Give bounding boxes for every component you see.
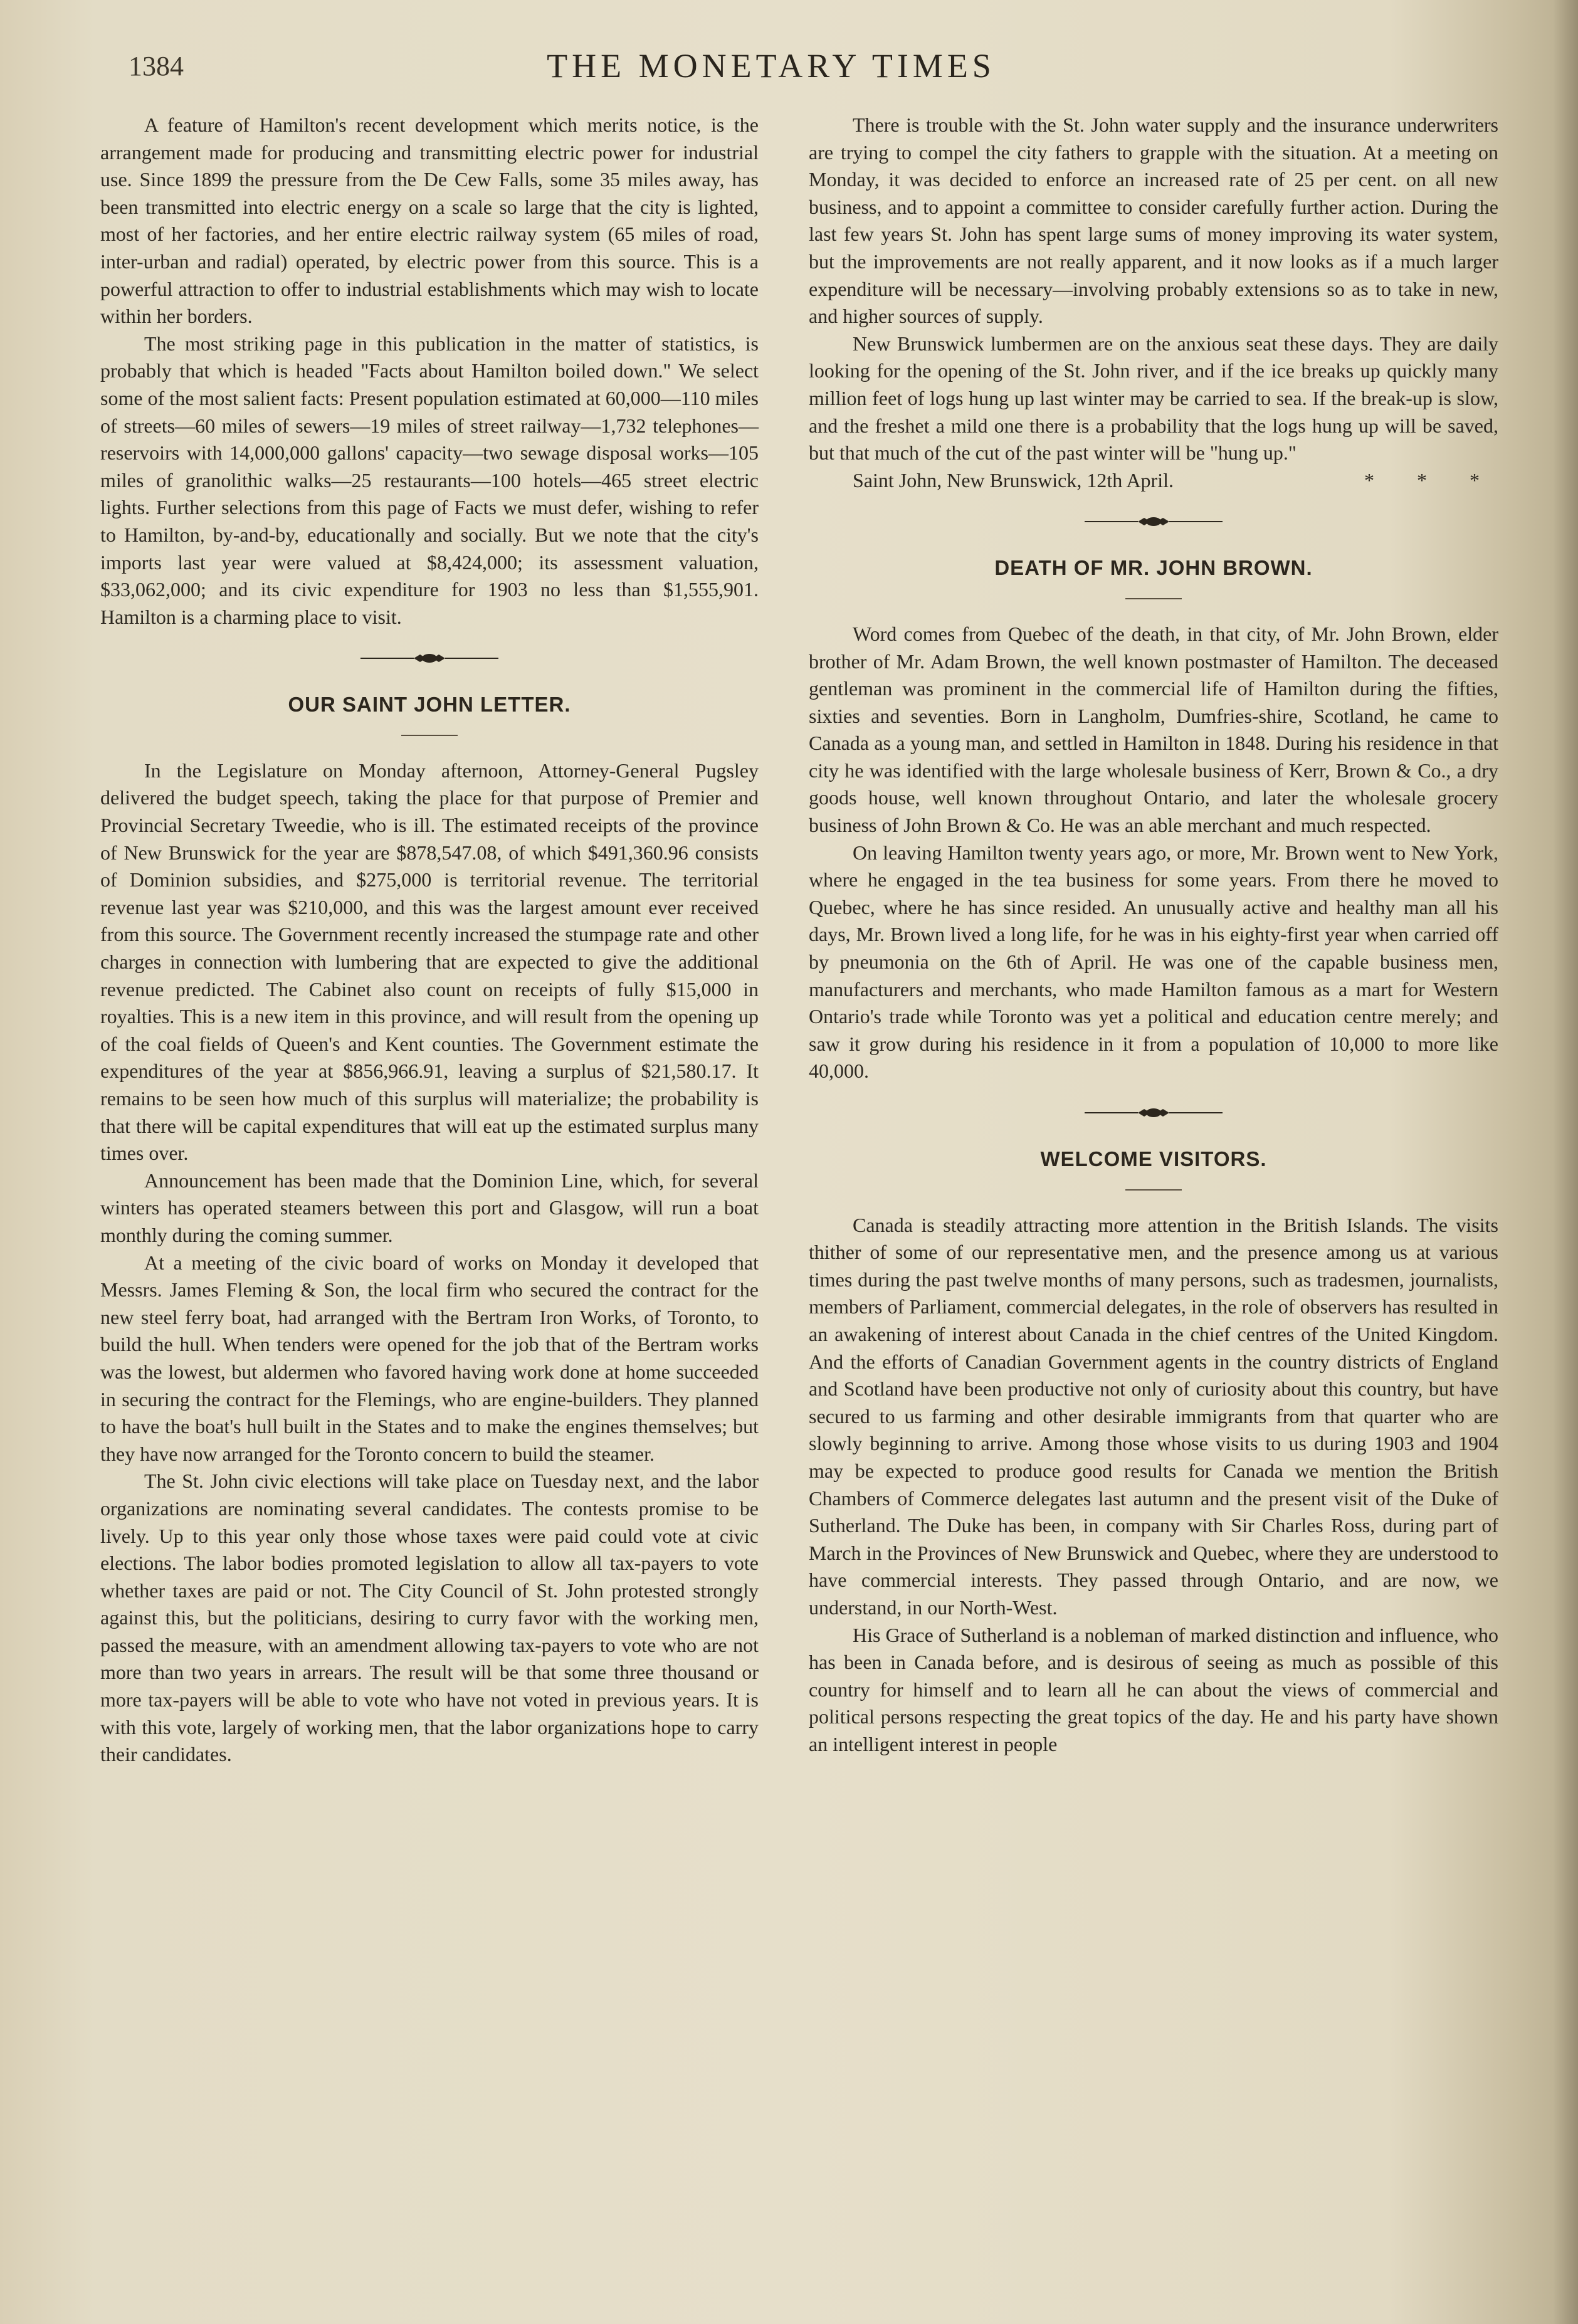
article-paragraph: His Grace of Sutherland is a nobleman of marked distinction and influence, who has been in Canada before, and is desirous of seeing as much as possible of this country for himself and to learn all he can about the views of commercial and political persons respecting the great topics of the day. He and his party have shown an intelligent interest in people bbox=[809, 1623, 1498, 1755]
page-number: 1384 bbox=[129, 51, 184, 81]
heading-rule bbox=[1125, 598, 1182, 599]
article-paragraph: In the Legislature on Monday afternoon, Attorney-General Pugsley delivered the budget speech, taking the place for that purpose of Premier and Provincial Secretary Tweedie, who is ill. The estimated receipts of the province of New Brunswick for the year are $878,547.08, of which $491,360.96 consists of Dominion subsidies, and $275,000 is territorial revenue. The territorial revenue last year was $210,000, and this was the largest amount ever received from this source. The Government recently increased the stumpage rate and other charges in connection with lumbering that are expected to give the additional revenue predicted. The Cabinet also count on receipts of fully $15,000 in royalties. This is a new item in this province, and will result from the opening up of the coal fields of Queen's and Kent counties. The Government estimate the expenditures of the year at $856,966.91, leaving a surplus of $21,580.17. It remains to be seen how much of this surplus will materialize; the probability is that there will be capital expenditures that will eat up the estimated surplus many times over. bbox=[100, 759, 759, 1165]
signature-stars: * * * bbox=[1364, 468, 1498, 492]
article-paragraph: Word comes from Quebec of the death, in that city, of Mr. John Brown, elder brother of Mr. Adam Brown, the well known postmaster of Hamilton. The deceased gentleman was prominent in the commercial life of Hamilton during the fifties, sixties and seventies. Born in Langholm, Dumfries-shire, Scotland, he came to Canada as a young man, and settled in Hamilton in 1848. During his residence in that city he was identified with the large wholesale business of Kerr, Brown & Co., a dry goods house, well known throughout Ontario, and later the wholesale grocery business of John Brown & Co. He was an able merchant and much respected. bbox=[809, 622, 1498, 837]
right-column bbox=[809, 112, 1498, 1758]
heading-rule bbox=[1125, 1189, 1182, 1191]
article-paragraph: Announcement has been made that the Dominion Line, which, for several winters has operated steamers between this port and Glasgow, will run a boat monthly during the coming summer. bbox=[100, 1169, 759, 1246]
signature-text: Saint John, New Brunswick, 12th April. bbox=[853, 468, 1174, 492]
ornament-divider-icon bbox=[1085, 1105, 1223, 1120]
ornament-divider-icon bbox=[360, 651, 498, 666]
left-column bbox=[100, 112, 759, 1769]
article-paragraph: There is trouble with the St. John water supply and the insurance underwriters are trying to compel the city fathers to grapple with the situation. At a meeting on Monday, it was decided to enforce an increased rate of 25 per cent. on all new business, and to appoint a committee to consider carefully further action. During the last few years St. John has spent large sums of money improving its water system, but the improvements are not really apparent, and it now looks as if a much larger expenditure will be necessary—involving probably extensions so as to take in new, and higher sources of supply. bbox=[809, 113, 1498, 328]
article-paragraph: On leaving Hamilton twenty years ago, or more, Mr. Brown went to New York, where he engaged in the tea business for some years. From there he moved to Quebec, where he has since resided. An unusually active and healthy man all his days, Mr. Brown lived a long life, for he was in his eighty-first year when carried off by pneumonia on the 6th of April. He was one of the capable business men, manufacturers and merchants, who made Hamilton famous as a mart for Western Ontario's trade while Toronto was yet a political and education centre merely; and saw it grow during his residence in it from a population of 10,000 to more like 40,000. bbox=[809, 841, 1498, 1083]
section-ornament bbox=[1085, 514, 1223, 529]
section-ornament bbox=[1085, 1105, 1223, 1120]
section-heading-saint-john: OUR SAINT JOHN LETTER. bbox=[288, 693, 571, 717]
section-heading-welcome: WELCOME VISITORS. bbox=[1040, 1147, 1267, 1170]
article-paragraph: At a meeting of the civic board of works on Monday it developed that Messrs. James Fleming & Son, the local firm who secured the contract for the new steel ferry boat, had arranged with the Bertram Iron Works, of Toronto, to build the hull. When tenders were opened for the job that of the Bertram works was the lowest, but aldermen who favored having work done at home succeeded in securing the contract for the Flemings, who are engine-builders. They planned to have the boat's hull built in the States and to make the engines themselves; but they have now arranged for the Toronto concern to build the steamer. bbox=[100, 1251, 759, 1465]
article-paragraph: Canada is steadily attracting more attention in the British Islands. The visits thither of some of our representative men, and the presence among us at various times during the past twelve months of many persons, such as tradesmen, journalists, members of Parliament, commercial delegates, in the role of observers has resulted in an awakening of interest about Canada in the chief centres of the United Kingdom. And the efforts of Canadian Government agents in the country districts of England and Scotland have been productive not only of curiosity about this country, but have secured to us farming and other desirable immigrants from that quarter who are slowly beginning to arrive. Among those whose visits to us during 1903 and 1904 may be expected to produce good results for Canada we mention the British Chambers of Commerce delegates last autumn and the present visit of the Duke of Sutherland. The Duke has been, in company with Sir Charles Ross, during part of March in the Provinces of New Brunswick and Quebec, where they are understood to have commercial interests. They passed through Ontario, and are now, we understand, in our North-West. bbox=[809, 1213, 1498, 1619]
article-paragraph: The most striking page in this publication in the matter of statistics, is probably that which is headed "Facts about Hamilton boiled down." We select some of the most salient facts: Present population estimated at 60,000—110 miles of streets—60 miles of sewers—19 miles of street railway—1,732 telephones—reservoirs with 14,000,000 gallons' capacity—two sewage disposal works—105 miles of granolithic walks—25 restaurants—100 hotels—465 street electric lights. Further selections from this page of Facts we must defer, wishing to refer to Hamilton, by-and-by, educationally and socially. But we note that the city's imports last year were valued at $8,424,000; its assessment valuation, $33,062,000; and its civic expenditure for 1903 no less than $1,555,901. Hamilton is a charming place to visit. bbox=[100, 332, 759, 628]
section-ornament bbox=[360, 651, 498, 666]
masthead-title: THE MONETARY TIMES bbox=[547, 47, 996, 85]
section-heading-death-notice: DEATH OF MR. JOHN BROWN. bbox=[994, 556, 1313, 580]
article-paragraph: New Brunswick lumbermen are on the anxious seat these days. They are daily looking for the opening of the St. John river, and if the ice breaks up quickly many million feet of logs hung up last winter may be carried to sea. If the break-up is slow, and the freshet a mild one there is a probability that the logs hung up will be saved, but that much of the cut of the past winter will be "hung up." bbox=[809, 332, 1498, 465]
page-edge-shadow bbox=[1553, 0, 1578, 2324]
article-paragraph: The St. John civic elections will take place on Tuesday next, and the labor organizations are nominating several candidates. The contests promise to be lively. Up to this year only those whose taxes were paid could vote at civic elections. The labor bodies promoted legislation to allow all tax-payers to vote whether taxes are paid or not. The City Council of St. John protested strongly against this, but the politicians, desiring to curry favor with the working men, passed the measure, with an amendment allowing tax-payers to vote who are not more than two years in arrears. The result will be that some three thousand or more tax-payers will be able to vote who have not voted in previous years. It is with this vote, largely of working men, that the labor organizations hope to carry their candidates. bbox=[100, 1470, 759, 1766]
article-paragraph: A feature of Hamilton's recent development which merits notice, is the arrangement made for producing and transmitting electric power for industrial use. Since 1899 the pressure from the De Cew Falls, some 35 miles away, has been transmitted into electric energy on a scale so large that the city is lighted, most of her factories, and her entire electric railway system (65 miles of road, inter-urban and radial) operated, by electric power from this source. This is a powerful attraction to offer to industrial establishments which may wish to locate within her borders. bbox=[100, 113, 759, 328]
letter-signature bbox=[809, 467, 1498, 495]
heading-rule bbox=[401, 735, 458, 736]
page-header bbox=[0, 44, 1578, 88]
ornament-divider-icon bbox=[1085, 514, 1223, 529]
